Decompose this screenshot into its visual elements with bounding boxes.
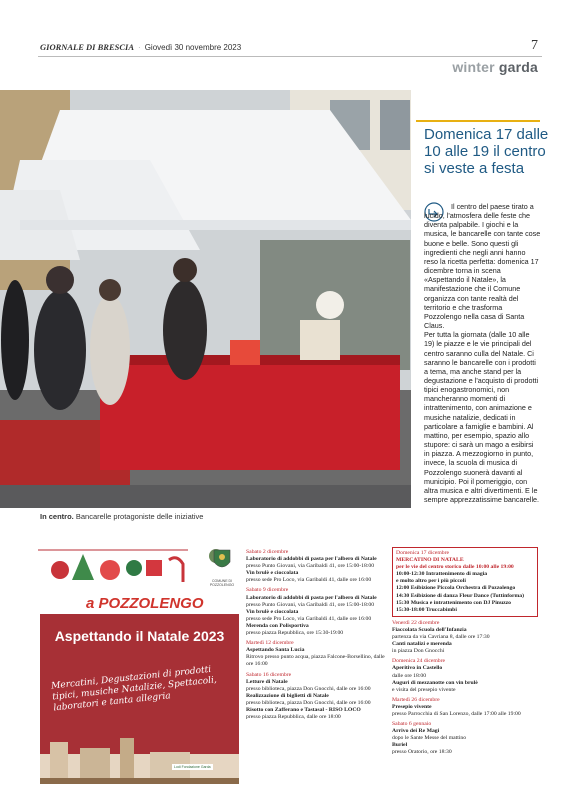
event-place: dopo le Sante Messe del mattino	[392, 735, 467, 742]
market-photo-illustration	[0, 90, 411, 508]
event-day	[246, 549, 388, 584]
advert-banner	[40, 614, 239, 784]
comune-label: COMUNE DI POZZOLENGO	[209, 579, 235, 587]
event-day	[392, 658, 538, 693]
event-title: Laboratorio di addobbi di pasta per l'albero di Natale	[246, 556, 377, 563]
event-title: MERCATINO DI NATALE	[396, 557, 464, 564]
headline-accent-bar	[416, 120, 540, 122]
event-title: Auguri di mezzanotte con vin brulè	[392, 679, 478, 686]
box-line: 12:00 Esibizione Piccola Orchestra di Pozzolengo	[396, 585, 516, 592]
event-date: Martedì 12 dicembre	[246, 640, 294, 647]
box-line: 10:00-12:30 Intrattenimento di magia	[396, 571, 488, 578]
event-date: Domenica 17 dicembre	[396, 550, 450, 556]
event-day	[246, 587, 388, 637]
event-date: Sabato 6 gennaio	[392, 721, 432, 728]
article-body	[424, 202, 541, 504]
box-line: 15:30-18:00 Truccabimbi	[396, 606, 457, 613]
advert-town-prefix: a	[86, 595, 95, 612]
newspaper-name: GIORNALE DI BRESCIA	[40, 42, 135, 52]
mercatino-box	[392, 547, 538, 617]
event-place: e visita del presepio vivente	[392, 686, 456, 693]
box-line: 15:30 Musica e intrattenimento con DJ Pinuzzo	[396, 599, 511, 606]
event-place: presso biblioteca, piazza Don Gnocchi, dalle ore 16:00	[246, 699, 371, 706]
event-place: presso piazza Repubblica, ore 15:30-19:00	[246, 630, 344, 637]
box-line: e molto altro per i più piccoli	[396, 578, 466, 585]
event-title: Aspettando Santa Lucia	[246, 647, 305, 654]
advert-banner-title: Aspettando il Natale 2023	[54, 628, 225, 644]
town-skyline-illustration	[40, 734, 239, 784]
advert-banner-script: Mercatini, Degustazioni di prodotti tipici, musiche Natalizie, Spettacoli, laboratori e tanta allegria	[50, 664, 218, 714]
event-day	[392, 697, 538, 718]
event-day	[246, 640, 388, 668]
event-subtitle: per le vie del centro storico dalle 10:00 alle 19:00	[396, 564, 514, 571]
event-place: presso piazza Repubblica, dalle ore 18:00	[246, 714, 341, 721]
events-list-right	[392, 620, 538, 757]
event-day	[246, 672, 388, 722]
event-day	[392, 620, 538, 655]
article-headline: Domenica 17 dalle 10 alle 19 il centro si veste a festa	[424, 126, 549, 177]
event-title: Risotto con Zafferano e Tastasal - RISO LOCO	[246, 706, 361, 713]
event-place: presso Oratorio, ore 18:30	[392, 749, 452, 756]
event-title: Arrivo dei Re Magi	[392, 728, 440, 735]
header-rule	[38, 56, 542, 57]
event-title: Merenda con Polisportiva	[246, 622, 309, 629]
events-column-right	[392, 547, 538, 760]
sponsor-label: Lodi Fondazione Garda	[174, 765, 211, 769]
event-place: presso sede Pro Loco, via Garibaldi 41, dalle ore 16:00	[246, 615, 372, 622]
event-day	[392, 721, 538, 756]
box-line: 14:30 Esibizione di danza Fleur Dance (Tuttinforma)	[396, 592, 524, 599]
event-title: Laboratorio di addobbi di pasta per l'albero di Natale	[246, 594, 377, 601]
market-photo	[0, 90, 411, 508]
caption-lead: In centro.	[40, 512, 74, 521]
section-label-b: garda	[498, 59, 538, 75]
event-date: Venerdì 22 dicembre	[392, 619, 440, 626]
event-date: Sabato 2 dicembre	[246, 549, 289, 555]
event-place: partenza da via Cavriana 8, dalle ore 17:30	[392, 634, 490, 641]
event-date: Domenica 24 dicembre	[392, 658, 446, 665]
event-title: Presepio vivente	[392, 703, 432, 710]
event-place: presso Punto Giovani, via Garibaldi 41, ore 15:00-18:00	[246, 563, 375, 570]
advert-town	[86, 595, 204, 612]
article-paragraph-1: Il centro del paese tirato a lucido, l'atmosfera delle feste che diventa palpabile. I giochi e la musica, le bancarelle con tante cose buone e belle. Sono questi gli ingredienti che negli anni hanno reso la ricetta perfetta: domenica 17 dicembre torna in scena «Aspettando il Natale», la manifestazione che il Comune organizza con tante realtà del territorio e che trasforma Pozzolengo nella casa di Santa Claus.	[424, 202, 541, 331]
article-paragraph-2: Per tutta la giornata (dalle 10 alle 19) le piazze e le vie principali del centro saranno culla del Natale. Ci saranno le bancarelle con i prodotti a tema, ma anche stand per la degustazione e l'acquisto di prodotti tipici enogastronomici, non mancheranno momenti di intrattenimento, con animazione e musiche natalizie, dedicati in particolare a famiglie e bambini. Al mattino, per esempio, spazio allo stupore: ci sarà un mago a esibirsi in piazza. A mezzogiorno in punto, invece, la scuola di musica di Pozzolengo suonerà davanti al municipio. Poi il pomeriggio, con altra musica e altri divertimenti. E le sempre apprezzatissime bancarelle.	[424, 330, 540, 504]
event-place: presso biblioteca, piazza Don Gnocchi, dalle ore 16:00	[246, 685, 371, 692]
events-column-left	[246, 549, 388, 724]
crest-icon	[205, 548, 239, 574]
photo-caption	[40, 512, 203, 521]
section-label	[452, 59, 538, 75]
event-title: Realizzazione di biglietti di Natale	[246, 692, 329, 699]
page-number: 7	[531, 38, 538, 53]
caption-text: Bancarelle protagoniste delle iniziative	[75, 512, 204, 521]
event-place: dalle ore 18:00	[392, 672, 427, 679]
event-place: Ritrovo presso punto acqua, piazza Falcone-Borsellino, dalle ore 16:00	[246, 654, 385, 668]
event-title: Aperitivo in Castello	[392, 665, 443, 672]
event-date: Martedì 26 dicembre	[392, 696, 440, 703]
event-date: Sabato 16 dicembre	[246, 671, 292, 678]
event-title: Canti natalizi e merenda	[392, 641, 452, 648]
event-title: Fiaccolata Scuola dell'Infanzia	[392, 626, 467, 633]
section-label-a: winter	[452, 59, 495, 75]
event-place: in piazza Don Gnocchi	[392, 648, 445, 655]
event-place: presso Punto Giovani, via Garibaldi 41, ore 15:00-18:00	[246, 601, 375, 608]
event-title: Vin brulè e cioccolata	[246, 608, 299, 615]
comune-crest	[205, 548, 239, 588]
event-title: Vin brulè e cioccolata	[246, 570, 299, 577]
issue-date: Giovedì 30 novembre 2023	[144, 43, 242, 52]
event-place: presso sede Pro Loco, via Garibaldi 41, dalle ore 16:00	[246, 577, 372, 584]
event-title: Buriel	[392, 742, 408, 749]
advert-town-name: POZZOLENGO	[98, 595, 204, 612]
event-place: presso Parrocchia di San Lorenzo, dalle 17:00 alle 19:00	[392, 710, 521, 717]
page-header: GIORNALE DI BRESCIA · Giovedì 30 novembre 2023	[40, 42, 242, 52]
event-title: Letture di Natale	[246, 678, 288, 685]
event-date: Sabato 9 dicembre	[246, 587, 289, 594]
